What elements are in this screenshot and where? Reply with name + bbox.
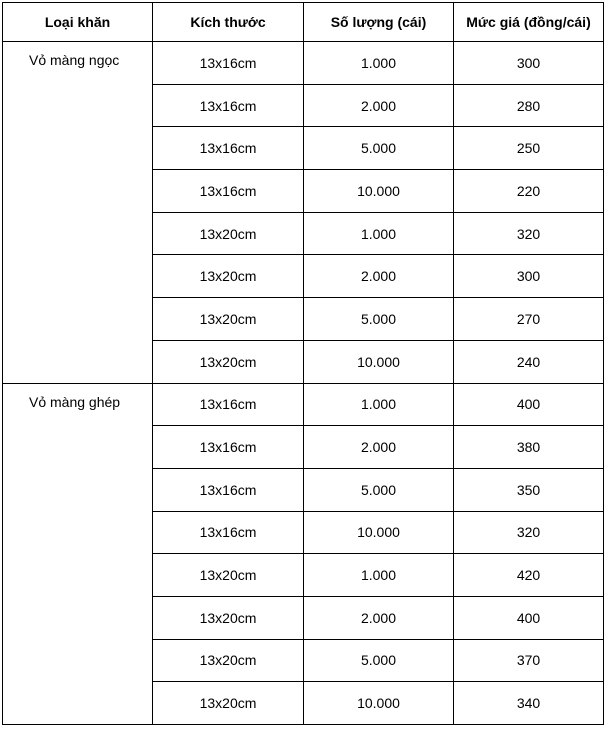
cell-size: 13x16cm xyxy=(153,383,304,426)
cell-quantity: 1.000 xyxy=(304,383,454,426)
cell-quantity: 1.000 xyxy=(304,212,454,255)
cell-size: 13x16cm xyxy=(153,426,304,469)
cell-size: 13x20cm xyxy=(153,682,304,725)
cell-price: 340 xyxy=(454,682,604,725)
cell-quantity: 5.000 xyxy=(304,298,454,341)
cell-size: 13x20cm xyxy=(153,255,304,298)
header-size: Kích thước xyxy=(153,3,304,42)
table-row xyxy=(3,42,604,85)
group-label-vo-mang-ghep: Vỏ màng ghép xyxy=(3,383,153,725)
cell-quantity: 10.000 xyxy=(304,340,454,383)
cell-size: 13x20cm xyxy=(153,212,304,255)
cell-price: 370 xyxy=(454,639,604,682)
cell-size: 13x16cm xyxy=(153,511,304,554)
cell-size: 13x16cm xyxy=(153,84,304,127)
cell-size: 13x20cm xyxy=(153,596,304,639)
cell-size: 13x20cm xyxy=(153,298,304,341)
cell-quantity: 10.000 xyxy=(304,682,454,725)
header-price: Mức giá (đồng/cái) xyxy=(454,3,604,42)
cell-price: 350 xyxy=(454,468,604,511)
cell-quantity: 2.000 xyxy=(304,255,454,298)
cell-price: 420 xyxy=(454,554,604,597)
cell-quantity: 1.000 xyxy=(304,42,454,85)
cell-quantity: 5.000 xyxy=(304,639,454,682)
cell-size: 13x16cm xyxy=(153,42,304,85)
group-label-vo-mang-ngoc: Vỏ màng ngọc xyxy=(3,42,153,384)
cell-quantity: 2.000 xyxy=(304,84,454,127)
table-row xyxy=(3,383,604,426)
cell-quantity: 10.000 xyxy=(304,170,454,213)
cell-price: 300 xyxy=(454,255,604,298)
cell-price: 380 xyxy=(454,426,604,469)
cell-quantity: 1.000 xyxy=(304,554,454,597)
cell-price: 250 xyxy=(454,127,604,170)
cell-price: 320 xyxy=(454,511,604,554)
cell-size: 13x20cm xyxy=(153,639,304,682)
cell-quantity: 5.000 xyxy=(304,468,454,511)
price-table xyxy=(2,2,604,725)
header-towel-type: Loại khăn xyxy=(3,3,153,42)
cell-size: 13x16cm xyxy=(153,127,304,170)
cell-price: 280 xyxy=(454,84,604,127)
cell-price: 240 xyxy=(454,340,604,383)
cell-quantity: 5.000 xyxy=(304,127,454,170)
cell-price: 270 xyxy=(454,298,604,341)
cell-quantity: 2.000 xyxy=(304,596,454,639)
cell-size: 13x16cm xyxy=(153,468,304,511)
cell-size: 13x16cm xyxy=(153,170,304,213)
header-quantity: Số lượng (cái) xyxy=(304,3,454,42)
cell-price: 220 xyxy=(454,170,604,213)
cell-price: 400 xyxy=(454,383,604,426)
cell-size: 13x20cm xyxy=(153,554,304,597)
cell-quantity: 10.000 xyxy=(304,511,454,554)
cell-price: 400 xyxy=(454,596,604,639)
cell-price: 300 xyxy=(454,42,604,85)
table-body xyxy=(3,42,604,725)
cell-price: 320 xyxy=(454,212,604,255)
header-row xyxy=(3,3,604,42)
cell-size: 13x20cm xyxy=(153,340,304,383)
cell-quantity: 2.000 xyxy=(304,426,454,469)
